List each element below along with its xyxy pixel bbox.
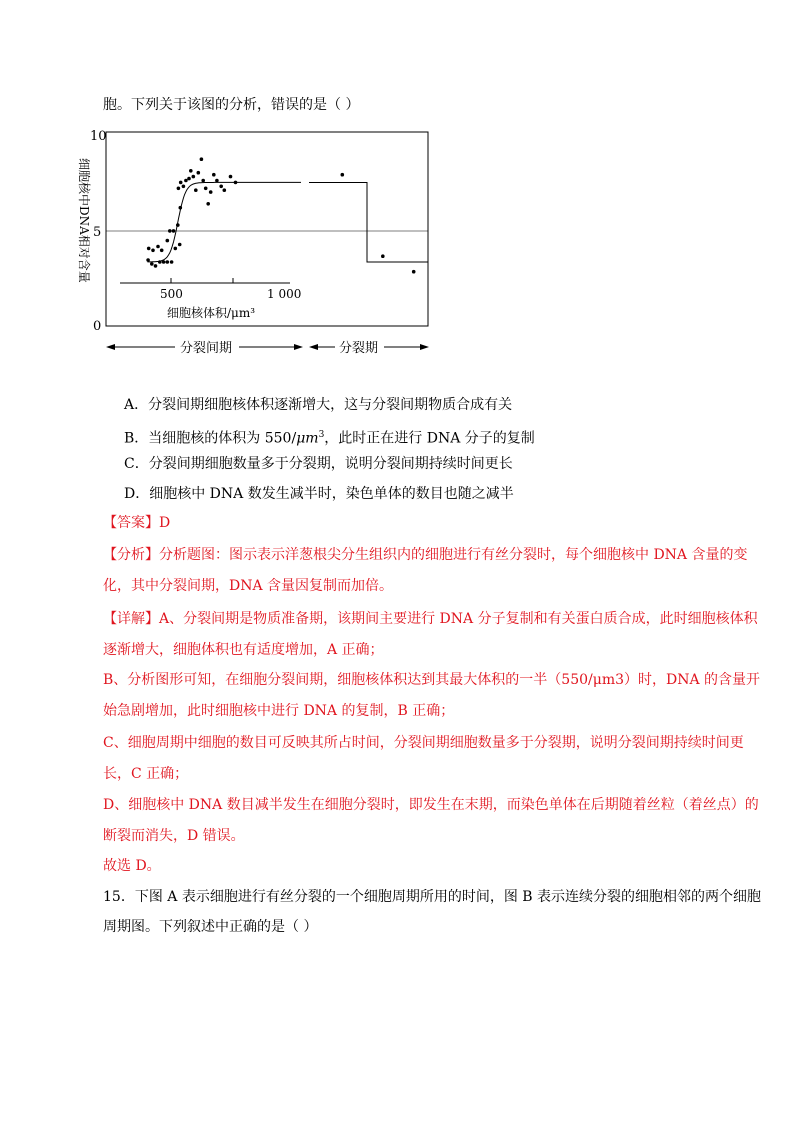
interphase-point-30 (206, 202, 210, 206)
interphase-point-10 (170, 260, 174, 264)
y-tick-10: 10 (90, 129, 107, 144)
interphase-point-25 (194, 188, 198, 192)
interphase-point-29 (204, 187, 208, 191)
option-c: C．分裂间期细胞数量多于分裂期，说明分裂间期持续时间更长 (124, 456, 513, 472)
detail-line-9: 故选 D。 (103, 858, 161, 874)
dna-content-figure (0, 120, 800, 390)
interphase-point-15 (176, 223, 180, 227)
detail-line-1: 【详解】A、分裂间期是物质准备期，该期间主要进行 DNA 分子复制和有关蛋白质合成，此时细胞核体积 (103, 611, 758, 627)
interphase-point-4 (146, 258, 150, 262)
interphase-point-32 (212, 173, 216, 177)
arrowhead-interphase-left (106, 344, 115, 350)
y-tick-0: 0 (93, 319, 102, 334)
interphase-point-37 (234, 181, 238, 185)
interphase-point-14 (174, 247, 178, 251)
analysis-line-2: 化，其中分裂间期，DNA 含量因复制而加倍。 (103, 578, 394, 594)
figure-layer (77, 129, 429, 356)
interphase-point-26 (197, 171, 201, 175)
option-b-unit: μm (296, 430, 319, 447)
detail-line-6: 长，C 正确； (103, 766, 189, 782)
detail-line-5: C、细胞周期中细胞的数目可反映其所占时间，分裂间期细胞数量多于分裂期，说明分裂间期持续时间更 (103, 735, 744, 751)
option-a: A．分裂间期细胞核体积逐渐增大，这与分裂间期物质合成有关 (124, 397, 513, 413)
arrowhead-mitosis-right (420, 344, 429, 350)
mitosis-step-line (309, 182, 428, 262)
arrowhead-mitosis-left (309, 344, 318, 350)
y-tick-5: 5 (93, 225, 102, 240)
interphase-point-20 (182, 185, 186, 189)
interphase-point-11 (166, 239, 170, 243)
interphase-point-17 (178, 243, 182, 247)
interphase-point-12 (168, 229, 172, 233)
phase-mitosis-label: 分裂期 (339, 341, 379, 356)
inset-x-tick-1000: 1 000 (267, 287, 302, 301)
question-intro: 胞。下列关于该图的分析，错误的是（ ） (103, 97, 360, 113)
option-b-pre: B．当细胞核的体积为 550/ (124, 430, 297, 447)
interphase-point-35 (223, 188, 227, 192)
phase-interphase-label: 分裂间期 (180, 341, 233, 356)
question-15-line-1: 15．下图 A 表示细胞进行有丝分裂的一个细胞周期所用的时间，图 B 表示连续分裂的细胞相邻的两个细胞 (103, 889, 762, 905)
interphase-point-0 (147, 247, 151, 251)
interphase-point-1 (151, 249, 155, 253)
interphase-fit-curve (147, 182, 301, 262)
inset-x-tick-500: 500 (160, 287, 183, 301)
inset-x-label: 细胞核体积/μm³ (167, 306, 256, 320)
interphase-point-13 (172, 229, 176, 233)
detail-line-4: 始急剧增加，此时细胞核中进行 DNA 的复制，B 正确； (103, 703, 455, 719)
interphase-point-34 (219, 185, 223, 189)
option-b (124, 425, 535, 449)
question-15-line-2: 周期图。下列叙述中正确的是（ ） (103, 919, 318, 935)
option-b-post: ，此时正在进行 DNA 分子的复制 (324, 430, 535, 447)
interphase-point-6 (154, 264, 158, 268)
interphase-point-16 (179, 206, 183, 210)
answer-line: 【答案】D (103, 515, 171, 531)
interphase-point-5 (150, 262, 154, 266)
y-axis-label: 细胞核中DNA相对含量 (77, 158, 91, 283)
interphase-point-31 (209, 190, 213, 194)
detail-line-8: 断裂而消失，D 错误。 (103, 828, 245, 844)
detail-line-2: 逐渐增大，细胞体积也有适度增加，A 正确； (103, 642, 384, 658)
interphase-point-24 (192, 175, 196, 179)
option-d: D．细胞核中 DNA 数发生减半时，染色单体的数目也随之减半 (124, 486, 514, 502)
interphase-point-19 (179, 181, 183, 185)
mitosis-point-2 (412, 270, 416, 274)
detail-line-7: D、细胞核中 DNA 数目减半发生在细胞分裂时，即发生在末期，而染色单体在后期随着丝粒（着丝点）的 (103, 797, 759, 813)
mitosis-point-0 (341, 173, 345, 177)
interphase-point-36 (229, 175, 233, 179)
interphase-point-33 (215, 179, 219, 183)
interphase-point-3 (160, 249, 164, 253)
interphase-point-21 (184, 179, 188, 183)
interphase-point-9 (166, 260, 170, 264)
interphase-point-28 (201, 179, 205, 183)
interphase-point-7 (158, 260, 162, 264)
interphase-point-23 (189, 169, 193, 173)
interphase-point-8 (162, 260, 166, 264)
interphase-point-22 (187, 177, 191, 181)
option-b-sup: 3 (318, 430, 325, 440)
arrowhead-interphase-right (294, 344, 303, 350)
analysis-line-1: 【分析】分析题图：图示表示洋葱根尖分生组织内的细胞进行有丝分裂时，每个细胞核中 DNA 含量的变 (103, 547, 748, 563)
interphase-point-27 (200, 157, 204, 161)
interphase-point-18 (177, 187, 181, 191)
detail-line-3: B、分析图形可知，在细胞分裂间期，细胞核体积达到其最大体积的一半（550/μm3）时，DNA 的含量开 (103, 672, 761, 688)
interphase-point-2 (156, 245, 160, 249)
mitosis-point-1 (381, 254, 385, 258)
